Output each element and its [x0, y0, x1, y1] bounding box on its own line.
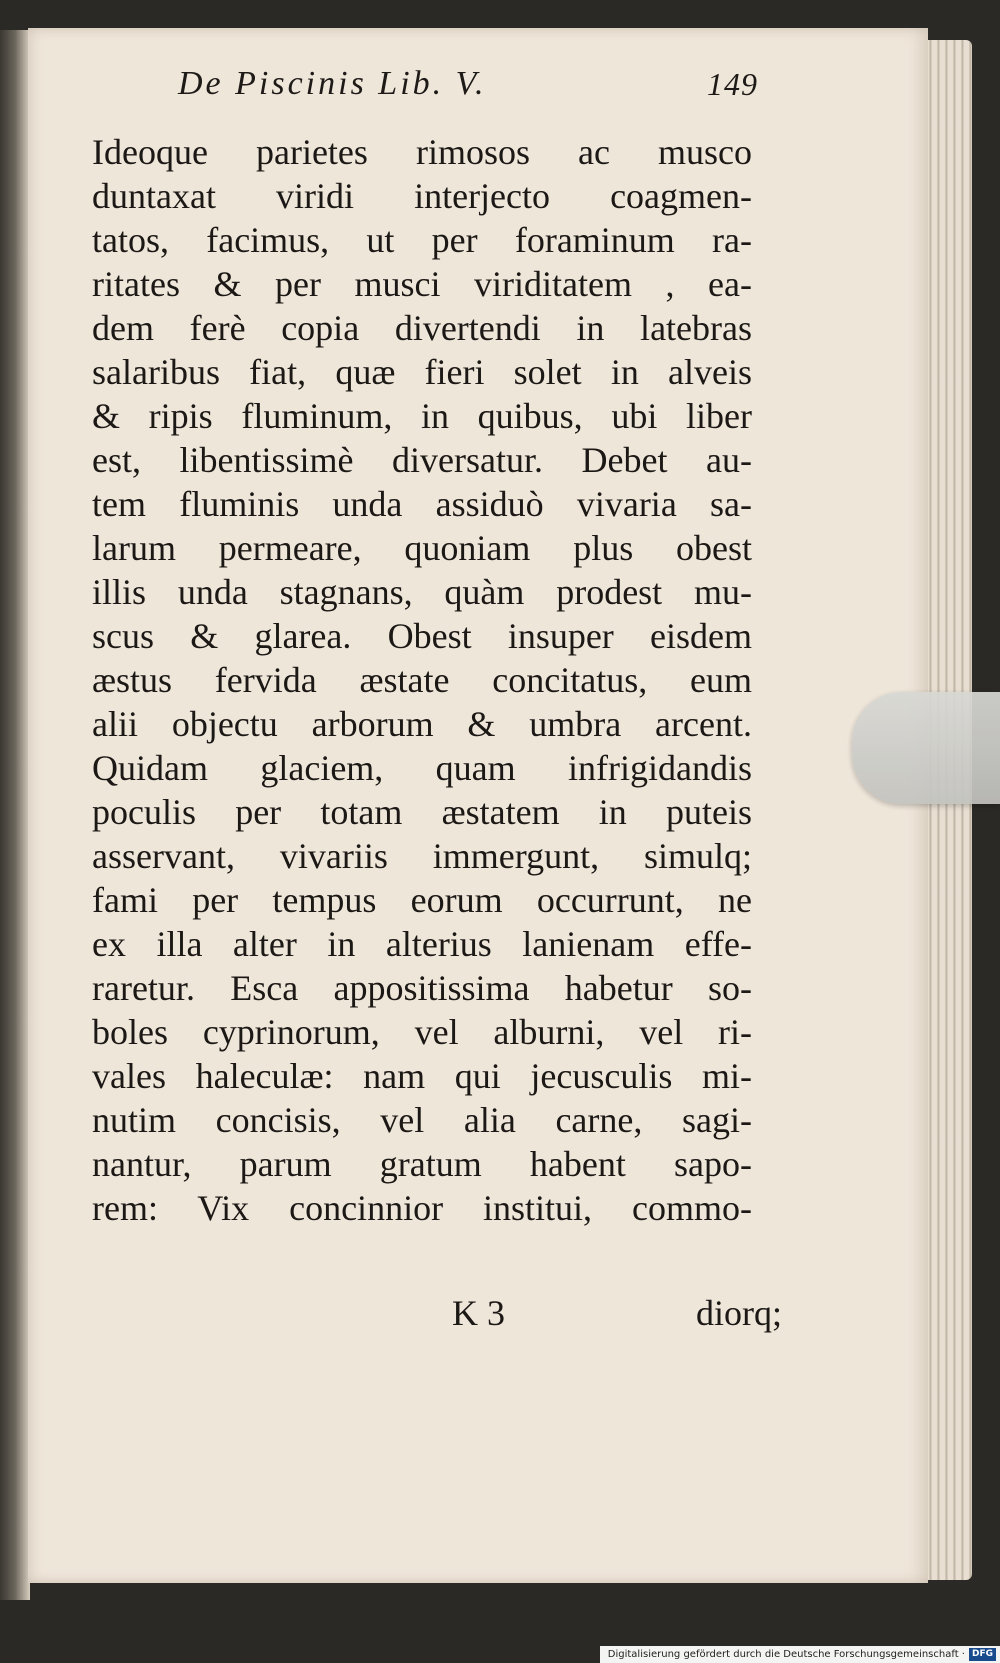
text-line: & ripis fluminum, in quibus, ubi liber — [92, 396, 752, 436]
text-block — [92, 130, 752, 1230]
text-line: dem ferè copia divertendi in latebras — [92, 308, 752, 348]
text-line: scus & glarea. Obest insuper eisdem — [92, 616, 752, 656]
text-line: illis unda stagnans, quàm prodest mu- — [92, 572, 752, 612]
text-line: duntaxat viridi interjecto coagmen- — [92, 176, 752, 216]
dfg-logo-icon: DFG — [969, 1648, 996, 1661]
text-line: est, libentissimè diversatur. Debet au- — [92, 440, 752, 480]
text-line: Ideoque parietes rimosos ac musco — [92, 132, 752, 172]
digitization-credit — [600, 1646, 1000, 1663]
text-line: ex illa alter in alterius lanienam effe- — [92, 924, 752, 964]
text-line: rem: Vix concinnior institui, commo- — [92, 1188, 752, 1228]
text-line: nantur, parum gratum habent sapo- — [92, 1144, 752, 1184]
text-line: poculis per totam æstatem in puteis — [92, 792, 752, 832]
credit-text: Digitalisierung gefördert durch die Deutsche Forschungsgemeinschaft · — [607, 1649, 965, 1660]
text-line: fami per tempus eorum occurrunt, ne — [92, 880, 752, 920]
text-line: larum permeare, quoniam plus obest — [92, 528, 752, 568]
running-head — [178, 54, 758, 114]
text-line: tem fluminis unda assiduò vivaria sa- — [92, 484, 752, 524]
catchword: diorq; — [696, 1293, 782, 1333]
text-line: æstus fervida æstate concitatus, eum — [92, 660, 752, 700]
running-head-title: De Piscinis Lib. V. — [178, 65, 487, 102]
page-footer — [92, 1292, 782, 1342]
signature-mark: K 3 — [452, 1293, 505, 1333]
text-line: alii objectu arborum & umbra arcent. — [92, 704, 752, 744]
text-line: ritates & per musci viriditatem , ea- — [92, 264, 752, 304]
text-line: Quidam glaciem, quam infrigidandis — [92, 748, 752, 788]
text-line: asservant, vivariis immergunt, simulq; — [92, 836, 752, 876]
bookmark-tab — [852, 692, 1000, 804]
page-number: 149 — [707, 65, 758, 102]
book-spine-left — [0, 30, 30, 1600]
text-line: boles cyprinorum, vel alburni, vel ri- — [92, 1012, 752, 1052]
text-line: tatos, facimus, ut per foraminum ra- — [92, 220, 752, 260]
text-line: nutim concisis, vel alia carne, sagi- — [92, 1100, 752, 1140]
text-line: salaribus fiat, quæ fieri solet in alveis — [92, 352, 752, 392]
text-line: vales haleculæ: nam qui jecusculis mi- — [92, 1056, 752, 1096]
text-line: raretur. Esca appositissima habetur so- — [92, 968, 752, 1008]
